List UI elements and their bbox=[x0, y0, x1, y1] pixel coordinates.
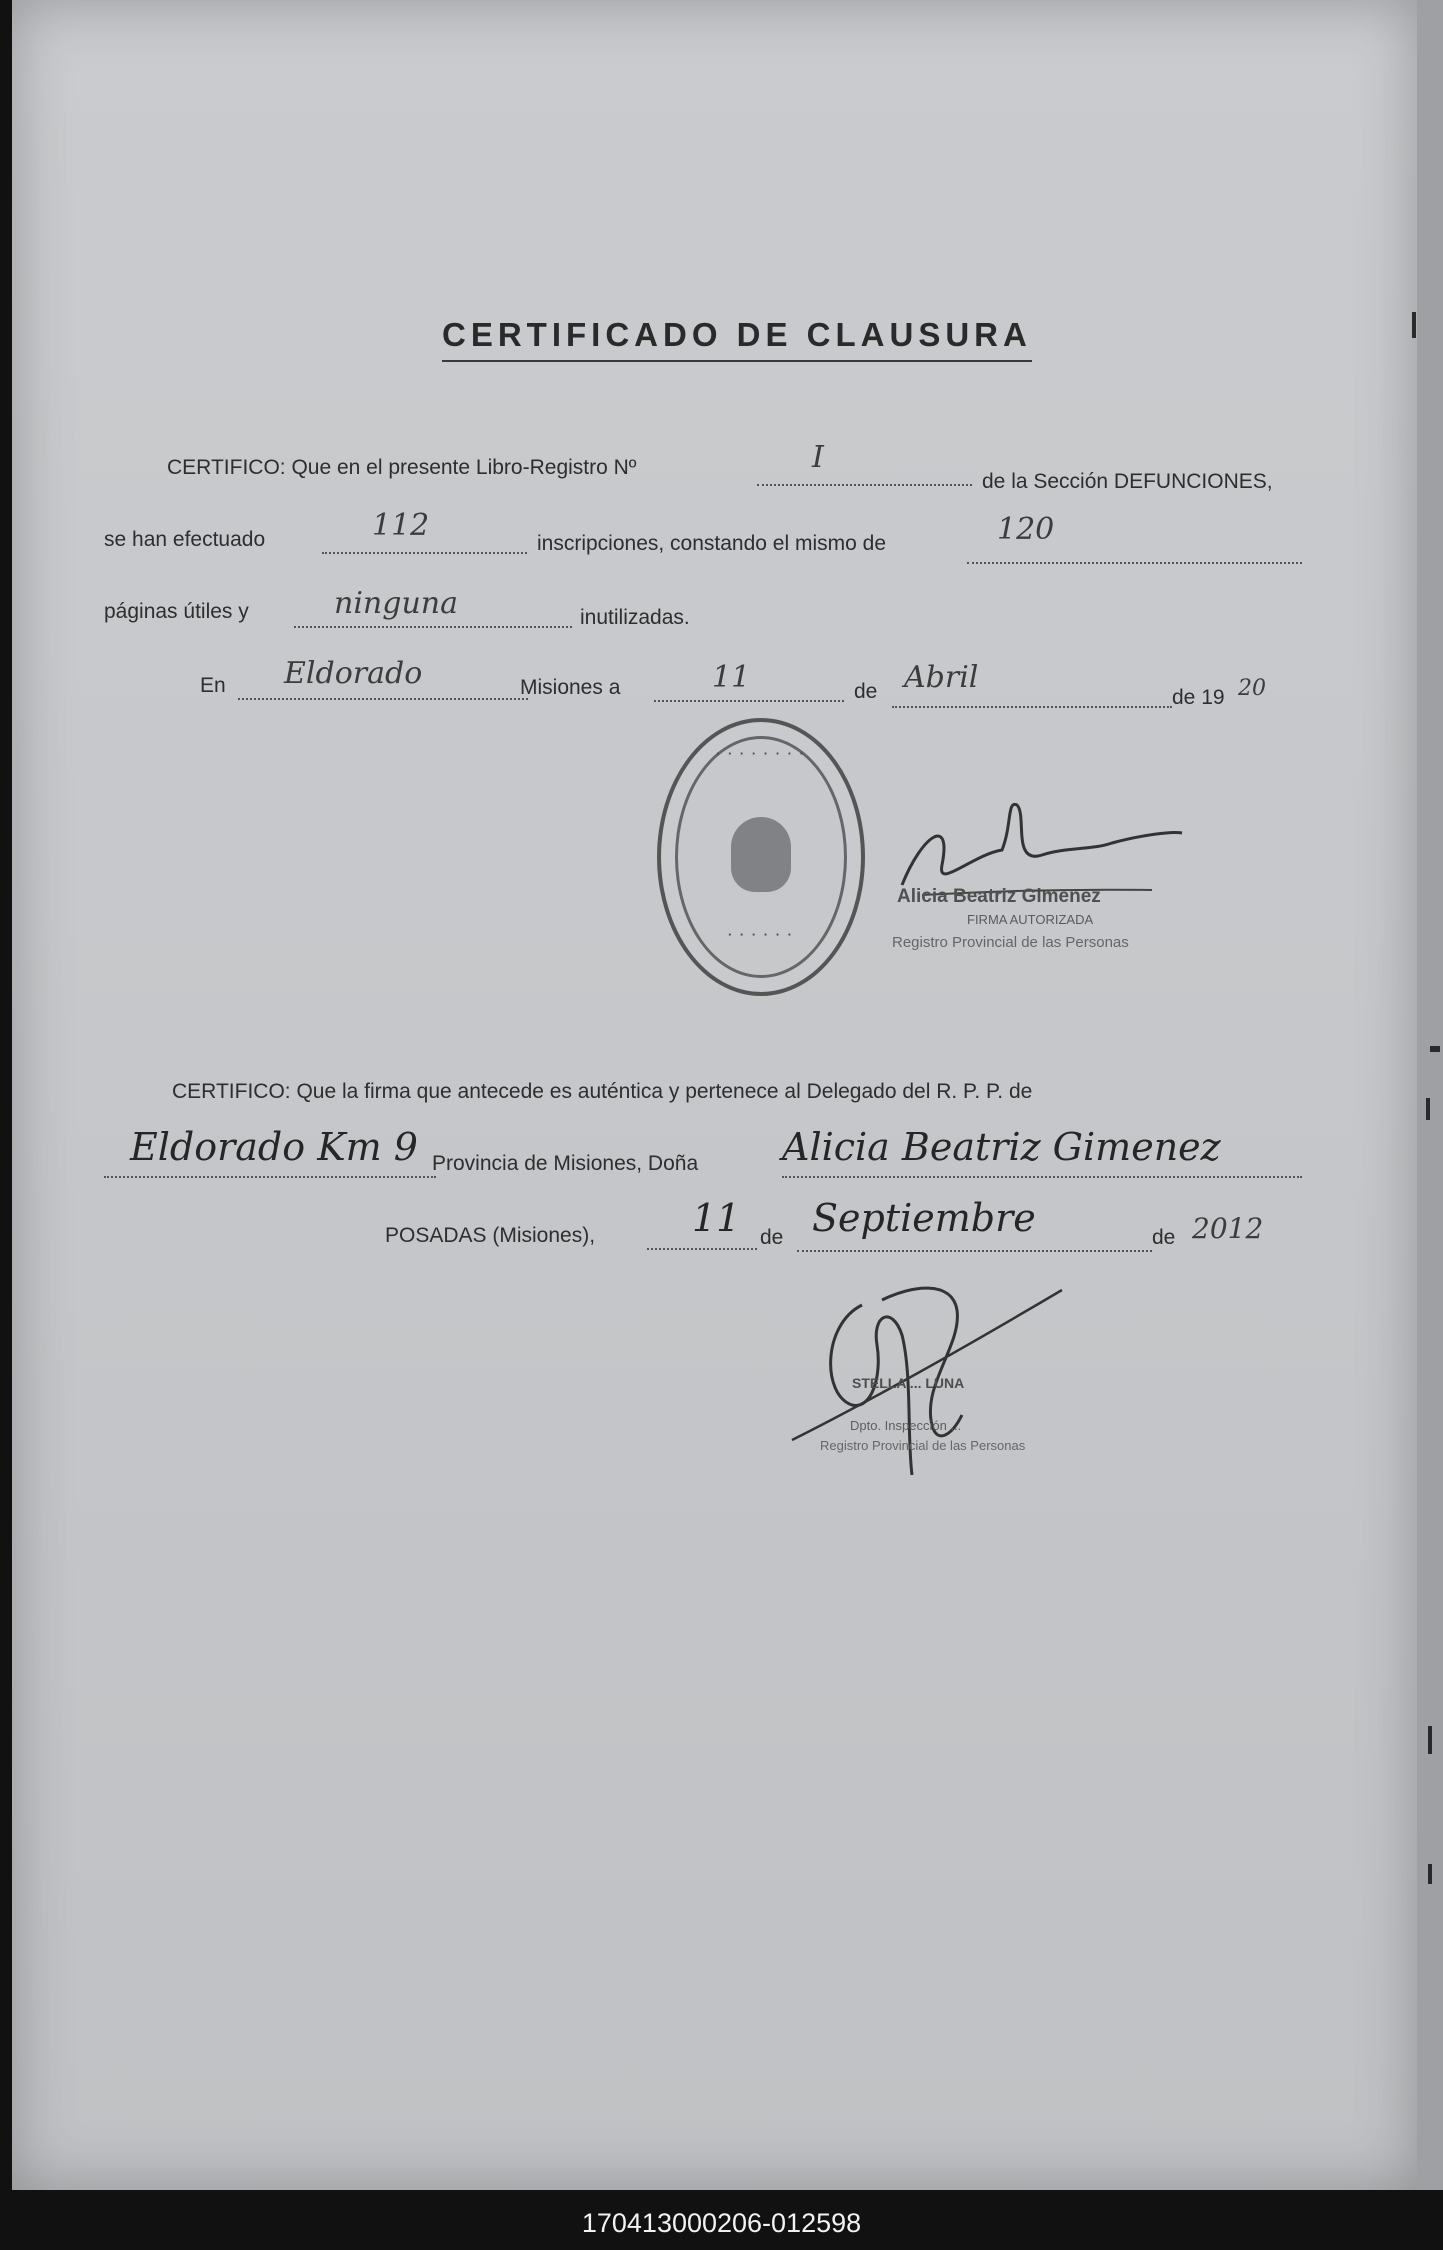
year-label: de 19 bbox=[1172, 686, 1225, 709]
fill-line bbox=[294, 626, 572, 628]
signatory-1-office: Registro Provincial de las Personas bbox=[892, 934, 1129, 951]
document-code: 170413000206-012598 bbox=[581, 2208, 862, 2238]
cert1-line2-middle: inscripciones, constando el mismo de bbox=[537, 532, 887, 555]
fill-line bbox=[782, 1176, 1302, 1178]
year-label-2: de bbox=[1152, 1226, 1176, 1249]
signatory-2-office: Registro Provincial de las Personas bbox=[820, 1438, 1026, 1453]
fill-line bbox=[238, 698, 528, 700]
signatory-2-role: Dpto. Inspección ... bbox=[850, 1418, 962, 1433]
coat-of-arms-icon bbox=[731, 817, 791, 892]
document-page bbox=[12, 0, 1417, 2190]
cert1-line1-suffix: de la Sección DEFUNCIONES, bbox=[982, 470, 1273, 493]
cert1-line3-suffix: inutilizadas. bbox=[580, 606, 690, 629]
voided-pages: ninguna bbox=[334, 586, 458, 621]
day: 11 bbox=[712, 660, 751, 695]
book-number: I bbox=[812, 440, 824, 475]
cert1-line1-prefix: CERTIFICO: Que en el presente Libro-Registro Nº bbox=[167, 456, 637, 479]
fill-line bbox=[322, 552, 527, 554]
fill-line bbox=[647, 1248, 757, 1250]
fill-line bbox=[892, 706, 1172, 708]
month-label: de bbox=[854, 680, 878, 703]
cert2-line1: CERTIFICO: Que la firma que antecede es auténtica y pertenece al Delegado del R. P. P. de bbox=[172, 1080, 1033, 1103]
cert1-line2-prefix: se han efectuado bbox=[104, 528, 266, 551]
year-value: 20 bbox=[1238, 676, 1266, 701]
scan-mark bbox=[1428, 1726, 1432, 1754]
scan-mark bbox=[1426, 1098, 1430, 1120]
scan-mark bbox=[1412, 312, 1416, 338]
inscriptions-count: 112 bbox=[372, 508, 430, 543]
month-2: Septiembre bbox=[812, 1196, 1036, 1240]
fill-line bbox=[654, 700, 844, 702]
delegate-name: Alicia Beatriz Gimenez bbox=[782, 1125, 1221, 1169]
scan-mark bbox=[1430, 1046, 1440, 1052]
scan-mark bbox=[1428, 1864, 1432, 1884]
seal-text: · · · · · · · · bbox=[716, 746, 806, 761]
month-label-2: de bbox=[760, 1226, 784, 1249]
fill-line bbox=[757, 484, 972, 486]
signatory-1-name: Alicia Beatriz Gimenez bbox=[897, 886, 1101, 907]
official-seal bbox=[657, 718, 865, 996]
year-value-2: 2012 bbox=[1192, 1212, 1264, 1245]
day-2: 11 bbox=[692, 1196, 741, 1240]
city-label: POSADAS (Misiones), bbox=[385, 1224, 596, 1247]
month: Abril bbox=[904, 660, 979, 695]
page-title: CERTIFICADO DE CLAUSURA bbox=[442, 316, 1032, 362]
signatory-1-role: FIRMA AUTORIZADA bbox=[967, 912, 1094, 927]
cert2-line2-middle: Provincia de Misiones, Doña bbox=[432, 1152, 699, 1175]
place-label: En bbox=[200, 674, 226, 697]
place: Eldorado bbox=[284, 656, 423, 691]
fill-line bbox=[104, 1176, 436, 1178]
seal-text: · · · · · · bbox=[727, 927, 795, 942]
page-edge bbox=[1417, 0, 1443, 2190]
province-label: Misiones a bbox=[520, 676, 621, 699]
pages-count: 120 bbox=[997, 512, 1055, 547]
delegation-place: Eldorado Km 9 bbox=[130, 1125, 418, 1169]
fill-line bbox=[797, 1250, 1152, 1252]
cert1-line3-prefix: páginas útiles y bbox=[104, 600, 249, 623]
fill-line bbox=[967, 562, 1302, 564]
signatory-2-name: STELLA ... LUNA bbox=[852, 1375, 965, 1391]
